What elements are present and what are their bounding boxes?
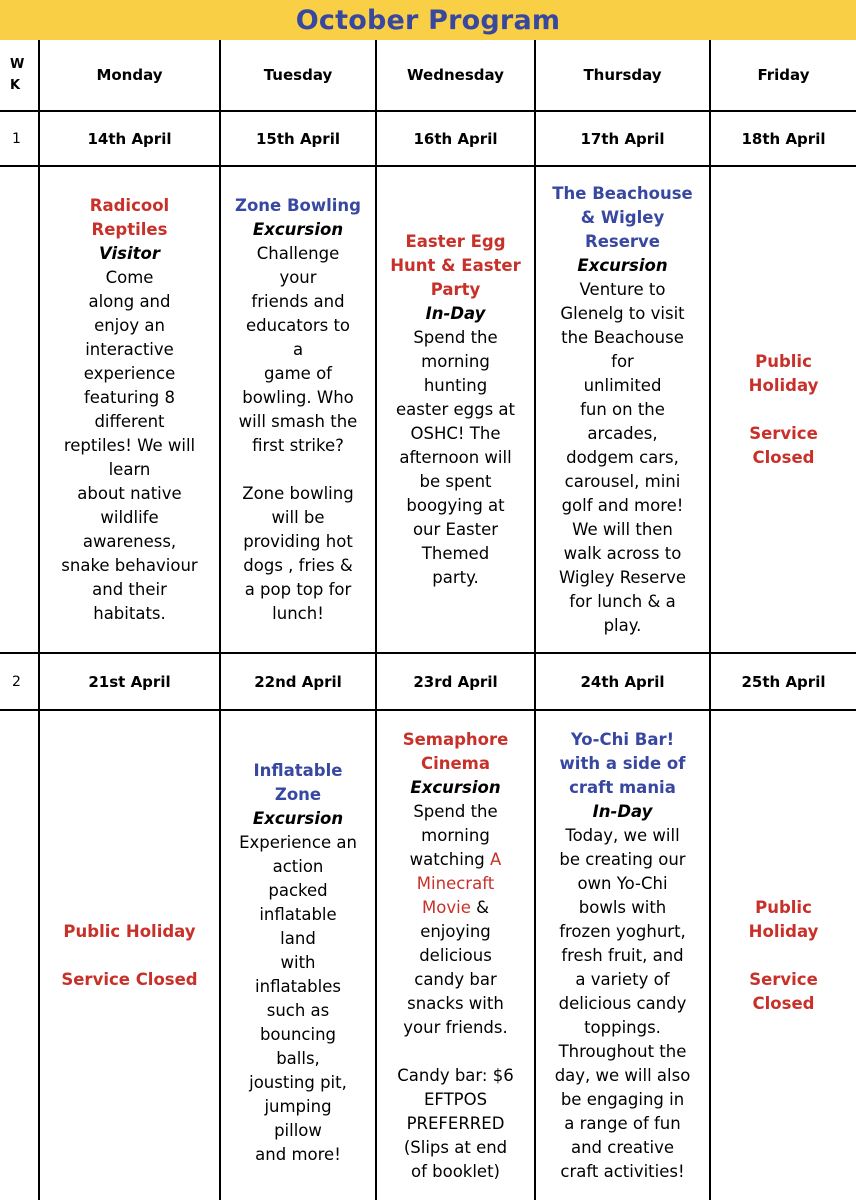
activity-text: land — [280, 928, 316, 948]
activity-text: Throughout the — [558, 1041, 687, 1061]
activity-text: fun on the — [580, 399, 665, 419]
activity-text: jumping — [264, 1096, 332, 1116]
activity-inflatable-zone — [221, 711, 375, 1200]
public-holiday-text: Holiday — [748, 375, 819, 395]
activity-title: Zone — [274, 784, 322, 804]
title-banner — [0, 0, 856, 40]
activity-text: golf and more! — [561, 495, 684, 515]
week-number: 2 — [12, 673, 21, 690]
activity-text: first strike? — [252, 435, 344, 455]
public-holiday-text: Holiday — [748, 921, 819, 941]
activity-text: jousting pit, — [249, 1072, 347, 1092]
activity-text: enjoy an — [94, 315, 165, 335]
activity-text: Experience an — [239, 832, 357, 852]
activity-text: day, we will also — [554, 1065, 691, 1085]
service-closed-text: Service — [749, 969, 818, 989]
activity-title: Easter Egg — [405, 231, 506, 251]
service-closed-text: Service — [749, 423, 818, 443]
movie-title: Movie — [422, 897, 471, 917]
activity-text: bouncing — [259, 1024, 337, 1044]
activity-text: reptiles! We will — [63, 435, 196, 455]
date-cell: 23rd April — [413, 672, 498, 691]
activity-text: for lunch & a — [569, 591, 676, 611]
activity-text: morning — [421, 825, 490, 845]
activity-text: awareness, — [82, 531, 177, 551]
public-holiday-notice — [40, 711, 219, 1200]
activity-text: a — [292, 339, 304, 359]
day-header-thursday: Thursday — [583, 66, 662, 84]
activity-title: & Wigley — [580, 207, 665, 227]
activity-text: fresh fruit, and — [561, 945, 684, 965]
activity-text: for — [611, 351, 634, 371]
activity-text: your friends. — [403, 1017, 508, 1037]
activity-text: friends and — [251, 291, 345, 311]
activity-text: be engaging in — [560, 1089, 685, 1109]
service-closed-text: Service Closed — [61, 969, 198, 989]
activity-text: Challenge — [256, 243, 340, 263]
activity-text: learn — [108, 459, 151, 479]
activity-easter-egg-hunt — [377, 167, 534, 652]
activity-text: boogying at — [406, 495, 505, 515]
activity-text-fragment: watching — [409, 849, 491, 869]
activity-title: craft mania — [569, 777, 676, 797]
activity-text: unlimited — [583, 375, 662, 395]
activity-semaphore-cinema — [377, 711, 534, 1200]
activity-yo-chi-bar — [536, 711, 709, 1200]
activity-type: Visitor — [99, 243, 160, 263]
activity-text: dogs , fries & — [243, 555, 353, 575]
activity-text: candy bar — [414, 969, 497, 989]
activity-text: Wigley Reserve — [558, 567, 687, 587]
activity-text: be creating our — [559, 849, 686, 869]
activity-text: carousel, mini — [564, 471, 681, 491]
activity-text: be spent — [419, 471, 492, 491]
activity-text: different — [94, 411, 165, 431]
activity-text: frozen yoghurt, — [559, 921, 686, 941]
activity-text: balls, — [276, 1048, 320, 1068]
activity-radicool-reptiles — [40, 167, 219, 652]
activity-text: lunch! — [272, 603, 324, 623]
activity-text: arcades, — [587, 423, 658, 443]
activity-text: and their — [92, 579, 167, 599]
activity-text: craft activities! — [560, 1161, 685, 1181]
activity-text: play. — [603, 615, 642, 635]
activity-type: Excursion — [577, 255, 668, 275]
date-cell: 21st April — [88, 672, 171, 691]
activity-text — [422, 896, 489, 920]
activity-text: our Easter — [412, 519, 499, 539]
activity-beachouse-wigley — [536, 167, 709, 652]
page-title: October Program — [295, 4, 561, 36]
activity-text: and more! — [255, 1144, 341, 1164]
activity-text: easter eggs at — [395, 399, 516, 419]
public-holiday-text: Public — [755, 351, 812, 371]
activity-text: Candy bar: $6 — [397, 1065, 514, 1085]
day-header-wednesday: Wednesday — [407, 66, 504, 84]
activity-text: about native — [77, 483, 182, 503]
activity-type: Excursion — [410, 777, 501, 797]
activity-text: a variety of — [575, 969, 670, 989]
activity-text: snake behaviour — [61, 555, 198, 575]
date-cell: 22nd April — [254, 672, 342, 691]
activity-text-fragment: & — [470, 897, 489, 917]
activity-title: Inflatable — [253, 760, 343, 780]
activity-text: Glenelg to visit — [560, 303, 685, 323]
activity-text: Venture to — [579, 279, 666, 299]
service-closed-text: Closed — [752, 447, 815, 467]
activity-type: Excursion — [252, 219, 344, 239]
activity-text: action — [272, 856, 324, 876]
activity-title: Radicool — [89, 195, 170, 215]
activity-type: In-Day — [425, 303, 486, 323]
activity-title: The Beachouse — [552, 183, 693, 203]
activity-text: game of — [264, 363, 332, 383]
movie-title: A — [490, 849, 502, 869]
activity-text: Spend the — [413, 801, 498, 821]
activity-title: Reserve — [585, 231, 660, 251]
activity-text: Zone bowling — [242, 483, 354, 503]
activity-text: Come — [105, 267, 154, 287]
activity-text: OSHC! The — [410, 423, 501, 443]
date-cell: 15th April — [256, 129, 340, 148]
activity-text: toppings. — [584, 1017, 661, 1037]
movie-title: Minecraft — [416, 873, 495, 893]
activity-title: Cinema — [420, 753, 491, 773]
date-cell: 16th April — [413, 129, 498, 148]
activity-text: Today, we will — [565, 825, 680, 845]
activity-text: wildlife — [100, 507, 159, 527]
activity-text: inflatables — [255, 976, 341, 996]
activity-text — [410, 848, 502, 872]
activity-text: snacks with — [407, 993, 504, 1013]
activity-text: afternoon will — [399, 447, 512, 467]
activity-text: EFTPOS — [423, 1089, 488, 1109]
activity-text: Themed — [421, 543, 490, 563]
activity-text: and creative — [570, 1137, 674, 1157]
activity-text: educators to — [245, 315, 351, 335]
activity-text: habitats. — [93, 603, 166, 623]
activity-title: Semaphore — [402, 729, 509, 749]
week-number: 1 — [12, 130, 21, 147]
activity-text: party. — [432, 567, 479, 587]
activity-text: providing hot — [243, 531, 353, 551]
activity-title: Reptiles — [91, 219, 168, 239]
activity-title: Zone Bowling — [234, 195, 361, 215]
wk-letter: W — [10, 57, 25, 72]
activity-text: interactive — [85, 339, 174, 359]
day-header-friday: Friday — [757, 66, 810, 84]
activity-type: In-Day — [592, 801, 653, 821]
date-cell: 24th April — [580, 672, 665, 691]
activity-zone-bowling — [221, 167, 375, 652]
activity-text: of booklet) — [410, 1161, 500, 1181]
activity-text: delicious candy — [558, 993, 687, 1013]
activity-text: will be — [271, 507, 325, 527]
activity-text: pillow — [274, 1120, 322, 1140]
activity-text: morning — [421, 351, 490, 371]
public-holiday-notice — [711, 167, 856, 652]
activity-text: experience — [83, 363, 176, 383]
activity-text: packed — [268, 880, 328, 900]
service-closed-text: Closed — [752, 993, 815, 1013]
activity-text: hunting — [423, 375, 488, 395]
activity-text: (Slips at end — [403, 1137, 508, 1157]
activity-title: Hunt & Easter — [390, 255, 521, 275]
public-holiday-text: Public — [755, 897, 812, 917]
activity-title: with a side of — [559, 753, 686, 773]
activity-text: bowling. Who — [242, 387, 354, 407]
activity-type: Excursion — [252, 808, 344, 828]
activity-title: Party — [430, 279, 481, 299]
activity-text: bowls with — [578, 897, 667, 917]
activity-text: your — [279, 267, 317, 287]
activity-text: such as — [266, 1000, 330, 1020]
activity-text: Spend the — [413, 327, 498, 347]
activity-title: Yo-Chi Bar! — [570, 729, 675, 749]
date-cell: 25th April — [741, 672, 826, 691]
activity-text: dodgem cars, — [566, 447, 679, 467]
activity-text: walk across to — [563, 543, 682, 563]
date-cell: 17th April — [580, 129, 665, 148]
activity-text: inflatable — [259, 904, 337, 924]
activity-text: own Yo-Chi — [577, 873, 668, 893]
activity-text: along and — [88, 291, 171, 311]
date-cell: 14th April — [87, 129, 172, 148]
activity-text: a range of fun — [564, 1113, 681, 1133]
public-holiday-text: Public Holiday — [63, 921, 196, 941]
activity-text: a pop top for — [244, 579, 352, 599]
activity-text: enjoying — [420, 921, 491, 941]
day-header-tuesday: Tuesday — [263, 66, 333, 84]
activity-text: the Beachouse — [561, 327, 684, 347]
activity-text: delicious — [419, 945, 492, 965]
week-column-header — [0, 40, 38, 110]
public-holiday-notice — [711, 711, 856, 1200]
activity-text: will smash the — [238, 411, 358, 431]
activity-text: We will then — [572, 519, 673, 539]
wk-letter: K — [10, 78, 21, 93]
activity-text: PREFERRED — [406, 1113, 505, 1133]
activity-text: featuring 8 — [83, 387, 176, 407]
day-header-monday: Monday — [96, 66, 163, 84]
date-cell: 18th April — [741, 129, 826, 148]
activity-text: with — [280, 952, 316, 972]
